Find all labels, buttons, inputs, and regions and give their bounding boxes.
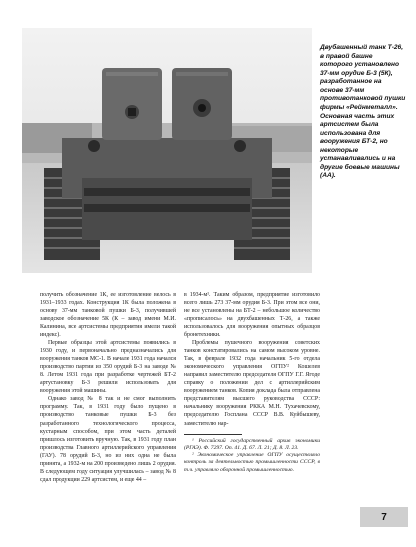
paragraph: получить обозначение 1К, ее изготовление велось в 1931–1933 годах. Конструкция 1К была положена в основу 37-мм танковой пушки Б-3, получившей заводское обозначение 5К (К – завод имени М.И. Калинина, все артсистемы предприятия имели такой индекс). [40,292,176,339]
page-number: 7 [360,507,408,527]
paragraph: в 1934-м¹. Таким образом, предприятие изготовило всего лишь 273 37-мм орудия Б-3. При этом все они, не все установлены на БТ-2 – небольшое количество «прописалось» на двухбашенных Т-26, а также использовалось для вооружения опытных образцов бронетехники. [184,292,320,339]
text-column-left [40,291,176,484]
tank-photo [22,28,312,273]
footnote: ¹ Российский государственный архив экономики (РГАЭ). Ф. 7297. Оп. 41. Д. 67. Л. 21; Д. 8. Л. 23. [184,437,320,451]
paragraph: Проблемы пушечного вооружения советских танков констатировались на самом высоком уровне. Так, в феврале 1932 года начальник 5-го отдела экономического управления ОГПУ² Кошелев направил заместителю председателя ОГПУ Г.Г. Ягоде справку о положении дел с артиллерийским вооружением танков. Копия доклада была отправлена представителям высшего руководства СССР: начальнику вооружения РККА М.Н. Тухачевскому, председателю Госплана СССР В.В. Куйбышеву, заместителю нар- [184,340,320,427]
photo-caption: Двубашенный танк Т-26, в правой башне которого установлено 37-мм орудие Б-3 (5К), разработанное на основе 37-мм противотанковой пушки фирмы «Рейнметалл». Основная часть этих артсистем была использована для вооружения БТ-2, но некоторые устанавливались и на другие боевые машины (АА). [320,44,406,180]
text-column-right [184,291,320,474]
tank-image [22,28,312,273]
paragraph: Первые образцы этой артсистемы появились в 1930 году, и первоначально предназначались для вооружения танков МС-1. В начале 1931 года начался производство партии из 350 орудий Б-3 на заводе № 8. Летом 1931 года при разработке чертежей БТ-2 артустановку Б-3 решили использовать для вооружения этой машины. [40,340,176,395]
footnote-divider [184,434,242,435]
paragraph: Однако завод № 8 так и не смог выполнить программу. Так, в 1931 году было пущено в производство танковые пушки Б-3 без разработанного технологического процесса, кустарным способом, при этом часть деталей пришлось изготовить вручную. Так, в 1931 году план производства Главного артиллерийского управления (ГАУ). 78 орудий Б-3, но из них одна не была принята, а 1932-м на 200 произведено лишь 2 орудия. В следующем году ситуация улучшилась – завод № 8 сдал продукции 229 артсистем, и еще 44 – [40,396,176,483]
footnote: ² Экономическое управление ОГПУ осуществляло контроль за деятельностью промышленности СССР, в т.ч. управляло оборонной промышленностью. [184,452,320,473]
